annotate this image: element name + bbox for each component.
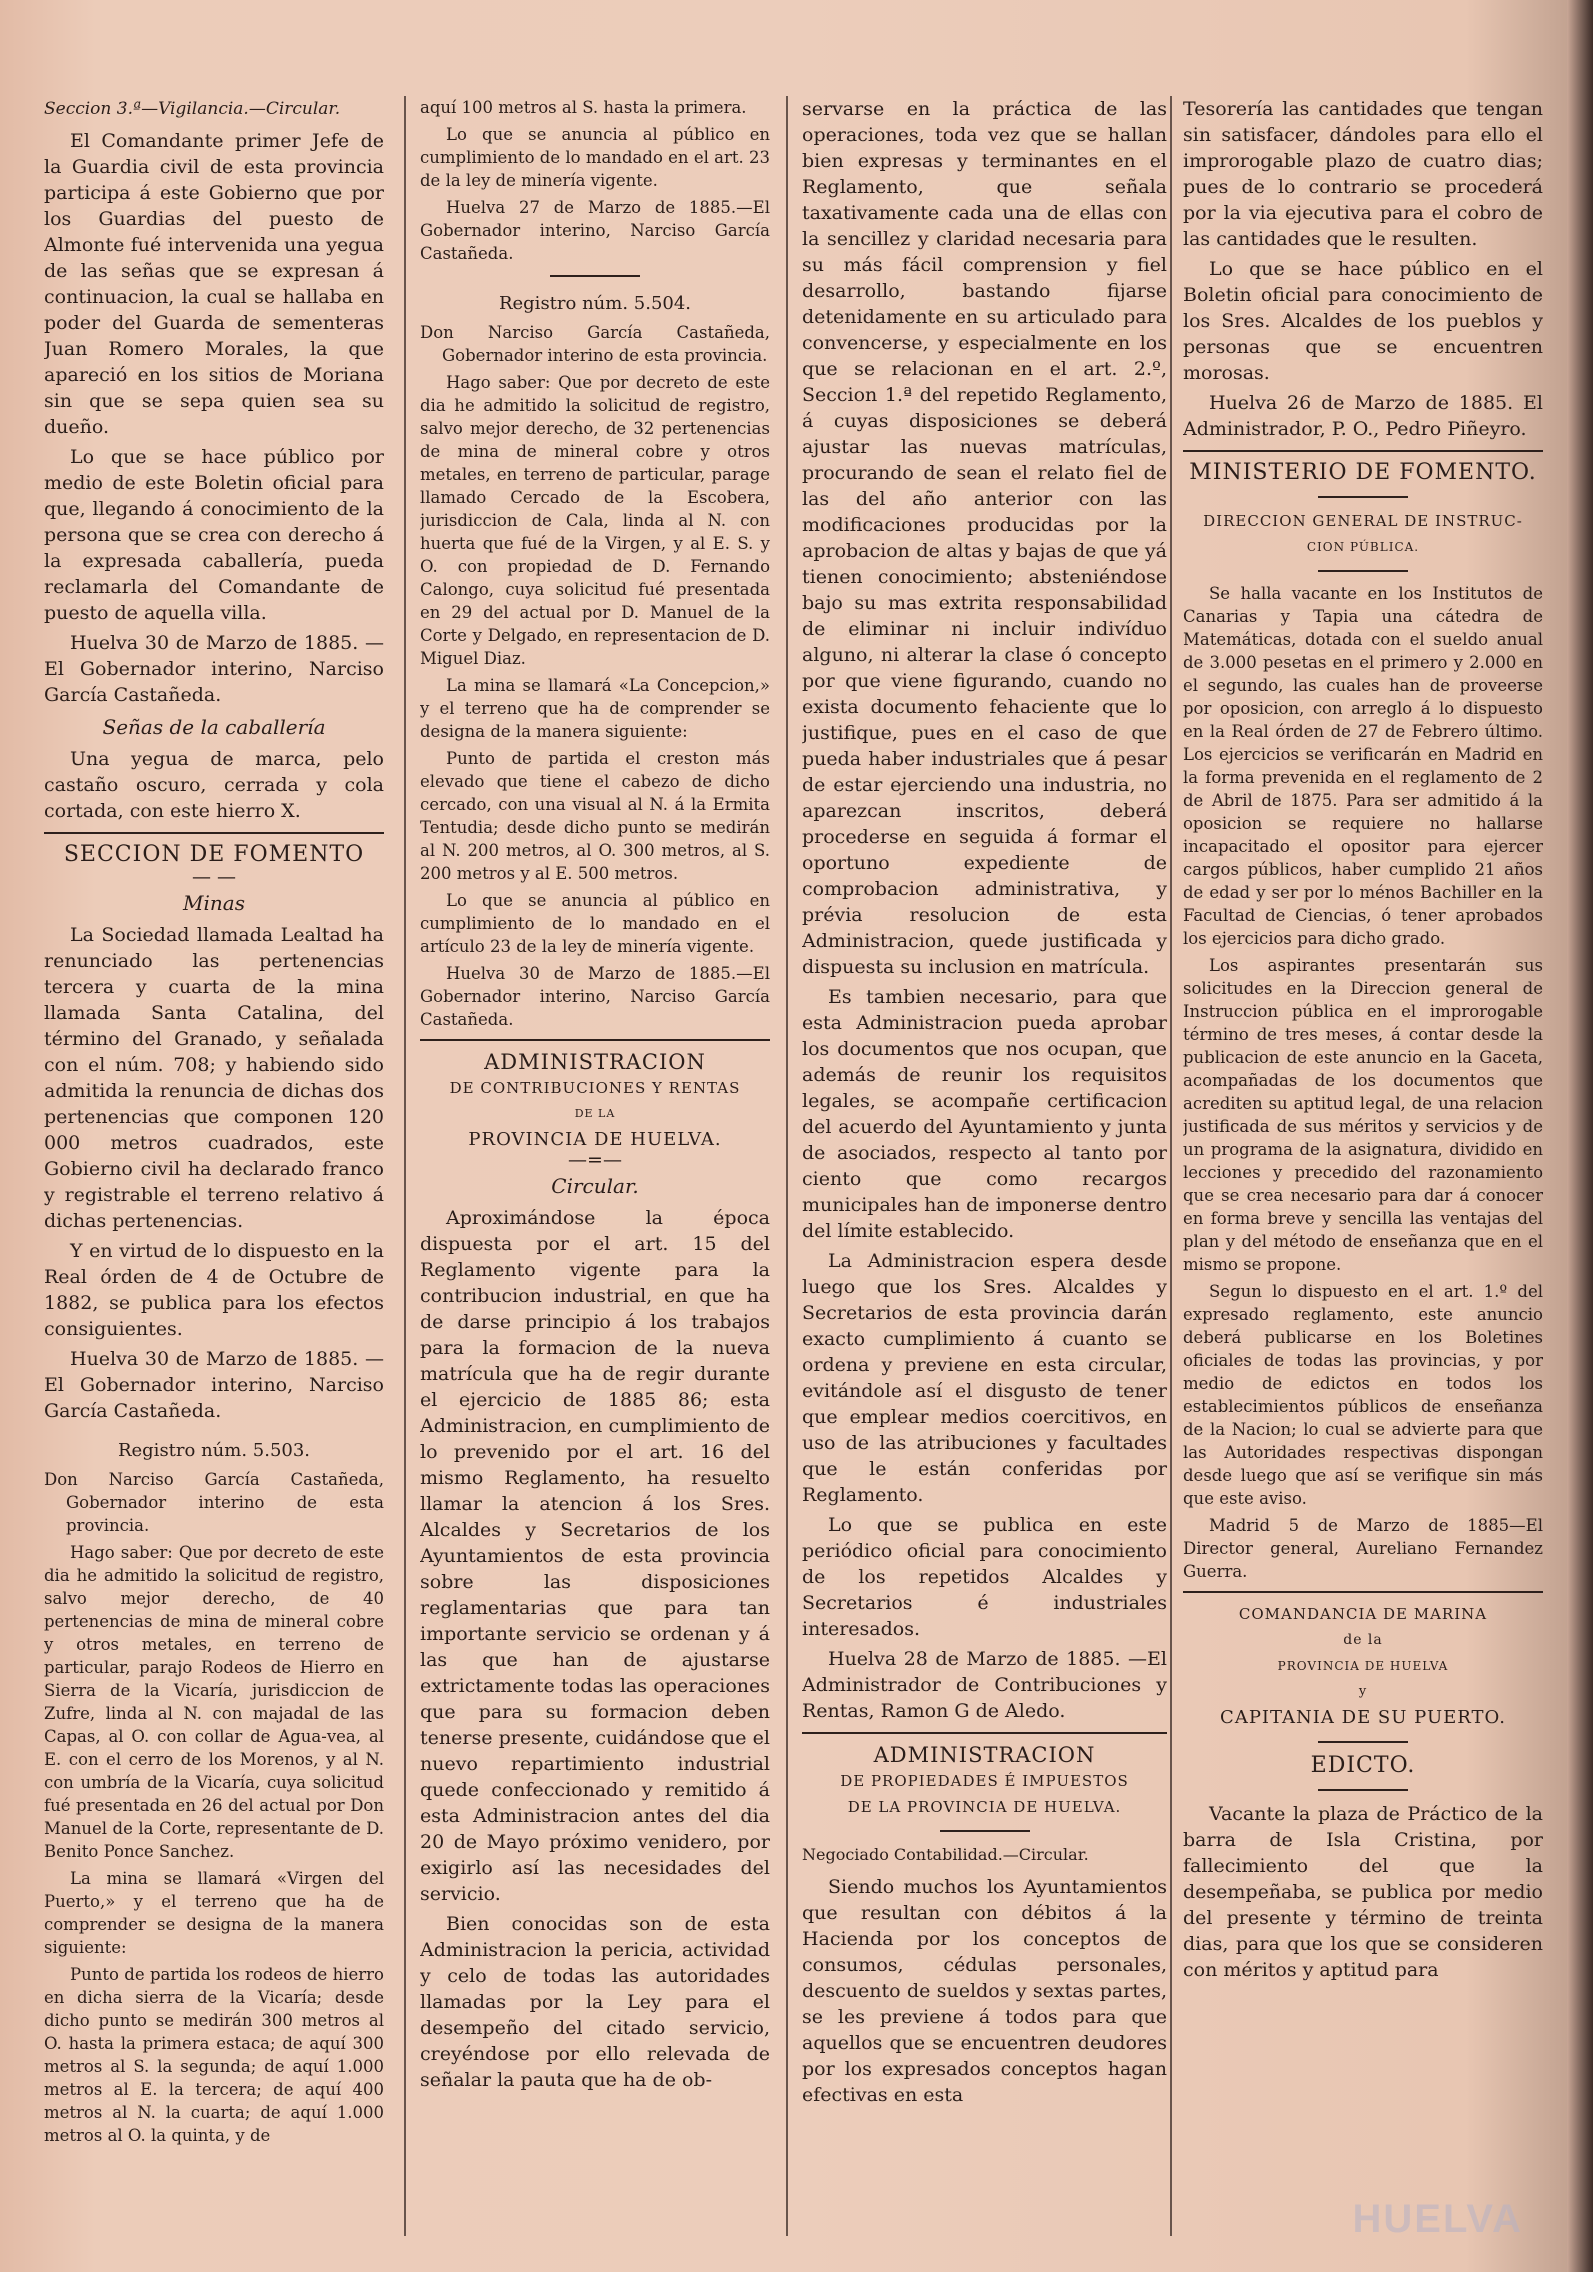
section-title: DE LA [574,1107,616,1120]
section-title: ADMINISTRACION [484,1050,706,1074]
short-rule [1318,1789,1408,1791]
signature-line: Huelva 27 de Marzo de 1885.—El Gobernador interino, Narciso García Castañeda. [420,198,770,263]
section-title: ADMINISTRACION [873,1743,1096,1767]
section-title: EDICTO. [1310,1753,1416,1778]
section-title: DE PROPIEDADES É IMPUESTOS [840,1772,1129,1790]
section-title: DE CONTRIBUCIONES Y RENTAS [449,1079,741,1097]
registry-title: Registro núm. 5.504. [498,293,692,314]
paragraph: Es tambien necesario, para que esta Administracion pueda aprobar los documentos que nos ocupan, que además de reunir los requisitos legales, se acompañe certificacion del acuerdo del Ayuntamiento y junta de asociados, respecto al tanto por ciento que como recargos municipales han de imponerse dentro del límite establecido. [802,986,1167,1242]
section-title: CION PÚBLICA. [1306,540,1420,554]
paragraph: Lo que se hace público por medio de este Boletin oficial para que, llegando á conocimiento de la persona que se crea con derecho á la expresada caballería, pueda reclamarla del Comandante de puesto de aquella villa. [44,446,384,624]
paragraph: Lo que se anuncia al público en cumplimiento de lo mandado en el artículo 23 de la ley de minería vigente. [420,891,770,956]
section-title: y [1358,1684,1368,1699]
column-1 [44,96,384,2246]
paragraph: aquí 100 metros al S. hasta la primera. [420,98,747,117]
paragraph: Y en virtud de lo dispuesto en la Real órden de 4 de Octubre de 1882, se publica para los efectos consiguientes. [44,1240,384,1340]
paragraph: Hago saber: Que por decreto de este dia he admitido la solicitud de registro, salvo mejor derecho, de 32 pertenencias de mina de mineral cobre y otros metales, en terreno de particular, parage llamado Cercado de la Escobera, jurisdiccion de Cala, linda al N. con huerta que fué de la Virgen, y al E. S. y O. con propiedad de D. Fernando Calongo, cuya solicitud fué presentada en 29 del actual por D. Manuel de la Corte y Delgado, en representacion de D. Miguel Diaz. [420,373,770,668]
short-rule [940,1830,1030,1832]
title-dash: — — [191,866,237,888]
section-title: MINISTERIO DE FOMENTO. [1189,460,1537,485]
paragraph: Siendo muchos los Ayuntamientos que resultan con débitos á la Hacienda por los conceptos de consumos, cédulas personales, descuento de sueldos y sextas partes, se les previene á todos para que aquellos que se encuentren deudores por los expresados conceptos hagan efectivas en esta [802,1876,1167,2106]
section-title: PROVINCIA DE HUELVA. [468,1129,722,1150]
paragraph: Lo que se publica en este periódico oficial para conocimiento de los repetidos Alcaldes y Secretarios é industriales interesados. [802,1514,1167,1640]
horizontal-rule [44,832,384,834]
short-rule [550,275,640,277]
column-divider [404,96,406,2236]
section-title: DE LA PROVINCIA DE HUELVA. [847,1798,1122,1816]
paragraph: Bien conocidas son de esta Administracion la pericia, actividad y celo de todas las autoridades llamadas por la Ley para el desempeño del citado servicio, creyéndose por ello relevada de señalar la pauta que ha de ob- [420,1913,770,2091]
section-title: CAPITANIA DE SU PUERTO. [1220,1707,1506,1728]
signature-line: Madrid 5 de Marzo de 1885—El Director general, Aureliano Fernandez Guerra. [1183,1516,1543,1581]
signature-line: Huelva 30 de Marzo de 1885. —El Gobernador interino, Narciso García Castañeda. [44,632,384,706]
paragraph: Don Narciso García Castañeda, Gobernador interino de esta provincia. [420,323,770,365]
column-4 [1183,96,1543,2246]
column-2 [420,96,770,2246]
title-dash: —=— [568,1149,622,1171]
short-rule [1318,496,1408,498]
section-title: SECCION DE FOMENTO [63,842,365,867]
paragraph: Punto de partida el creston más elevado que tiene el cabezo de dicho cercado, con una visual al N. á la Ermita Tentudia; desde dicho punto se medirán al N. 200 metros, al O. 300 metros, al S. 200 metros y al E. 500 metros. [420,749,770,883]
section-title: PROVINCIA DE HUELVA [1277,1659,1449,1673]
paragraph: Lo que se hace público en el Boletin oficial para conocimiento de los Sres. Alcaldes de los pueblos y personas que se encuentren morosas. [1183,258,1543,384]
paragraph: Lo que se anuncia al público en cumplimiento de lo mandado en el art. 23 de la ley de minería vigente. [420,125,770,190]
paragraph: Aproximándose la época dispuesta por el art. 15 del Reglamento vigente para la contribucion industrial, en que ha de darse principio á los trabajos para la formacion de la nueva matrícula que ha de regir durante el ejercicio de 1885 86; esta Administracion, en cumplimiento de lo prevenido por el art. 16 del mismo Reglamento, ha resuelto llamar la atencion á los Sres. Alcaldes y Secretarios de los Ayuntamientos de esta provincia sobre las disposiciones reglamentarias que para tan importante servicio se ordenan y á las que han de ajustarse extrictamente todas las operaciones que para su formacion deben tenerse presente, cuidándose que el nuevo repartimiento industrial quede confeccionado y remitido á esta Administracion antes del dia 20 de Mayo próximo venidero, por exigirlo así las necesidades del servicio. [420,1207,770,1905]
paragraph: servarse en la práctica de las operaciones, toda vez que se hallan bien expresas y terminantes en el Reglamento, que señala taxativamente cada una de ellas con la sencillez y claridad necesaria para su más fácil comprension y fiel desarrollo, bastando fijarse detenidamente en su articulado para convencerse, y especialmente en los que se relacionan en el art. 2.º, Seccion 1.ª del repetido Reglamento, á cuyas disposiciones se deberá ajustar las nuevas matrículas, procurando de sean el relato fiel de las del año anterior con las modificaciones producidas por la aprobacion de altas y bajas de que yá tienen conocimiento; absteniéndose bajo su mas extrita responsabilidad de eliminar ni incluir indivíduo alguno, ni alterar la clase ó concepto por que viene figurando, cuando no exista documento fehaciente que lo justifique, pues en el caso de que pueda haber industriales que á pesar de estar ejerciendo una industria, no aparezcan inscritos, deberá procederse en seguida á formar el oportuno expediente de comprobacion administrativa, y prévia resolucion de esta Administracion, quede justificada y dispuesta su inclusion en matrícula. [802,98,1167,978]
column-divider [786,96,788,2236]
signature-line: Huelva 30 de Marzo de 1885.—El Gobernador interino, Narciso García Castañeda. [420,964,770,1029]
short-rule [1318,570,1408,572]
horizontal-rule [1183,1591,1543,1593]
section-heading: Seccion 3.ª—Vigilancia.—Circular. [44,99,341,119]
horizontal-rule [420,1039,770,1041]
paragraph: Tesorería las cantidades que tengan sin satisfacer, dándoles para ello el improrogable plazo de cuatro dias; pues de lo contrario se procederá por la via ejecutiva para el cobro de las cantidades que le resulten. [1183,98,1543,250]
section-title: de la [1343,1632,1383,1648]
subsection-title: Circular. [551,1174,639,1198]
signature-line: Huelva 30 de Marzo de 1885. —El Gobernador interino, Narciso García Castañeda. [44,1348,384,1422]
paragraph: Segun lo dispuesto en el art. 1.º del expresado reglamento, este anuncio deberá publicarse en los Boletines oficiales de todas las provincias, y por medio de edictos en todos los establecimientos públicos de enseñanza de la Nacion; lo cual se advierte para que las Autoridades respectivas dispongan desde luego que así se verifique sin más que este aviso. [1183,1282,1543,1508]
paragraph: Vacante la plaza de Práctico de la barra de Isla Cristina, por fallecimiento del que la desempeñaba, se publica por medio del presente y término de treinta dias, para que los que se consideren con méritos y aptitud para [1183,1803,1543,1981]
paragraph: La mina se llamará «La Concepcion,» y el terreno que ha de comprender se designa de la manera siguiente: [420,676,770,741]
paragraph: La Administracion espera desde luego que los Sres. Alcaldes y Secretarios de esta provincia darán exacto cumplimiento á cuanto se ordena y previene en esta circular, evitándole así el disgusto de tener que emplear medios coercitivos, en uso de las atribuciones y facultades que le están conferidas por Reglamento. [802,1250,1167,1506]
paragraph: Hago saber: Que por decreto de este dia he admitido la solicitud de registro, salvo mejor derecho, de 40 pertenencias de mina de mineral cobre y otros metales, en terreno de particular, parajo Rodeos de Hierro en Sierra de la Vicaría, jurisdiccion de Zufre, linda al N. con majadal de las Capas, al O. con collar de Agua-vea, al E. con el cerro de los Morenos, y al N. con umbría de la Vicaría, cuya solicitud fué presentada en 26 del actual por Don Manuel de la Corte, representante de D. Benito Ponce Sanchez. [44,1543,384,1861]
short-rule [1318,1741,1408,1743]
horizontal-rule [1183,450,1543,452]
paragraph: La mina se llamará «Virgen del Puerto,» y el terreno que ha de comprender se designa de la manera siguiente: [44,1869,384,1957]
section-title: DIRECCION GENERAL DE INSTRUC- [1203,512,1523,530]
section-title: COMANDANCIA DE MARINA [1238,1605,1488,1623]
paragraph: La Sociedad llamada Lealtad ha renunciado las pertenencias tercera y cuarta de la mina llamada Santa Catalina, del término del Granado, y señalada con el núm. 708; y habiendo sido admitida la renuncia de dichas dos pertenencias que componen 120 000 metros cuadrados, este Gobierno civil ha declarado franco y registrable el terreno relativo á dichas pertenencias. [44,924,384,1232]
signature-line: Huelva 26 de Marzo de 1885. El Administrador, P. O., Pedro Piñeyro. [1183,392,1543,440]
paragraph: Don Narciso García Castañeda, Gobernador interino de esta provincia. [44,1470,384,1535]
subsection-title: Señas de la caballería [102,715,326,739]
library-watermark: HUELVA [1352,2197,1523,2241]
subsection-title: Minas [183,891,245,915]
registry-title: Registro núm. 5.503. [117,1440,311,1461]
column-divider [1170,96,1172,2236]
page-edge-shadow [1567,0,1593,2272]
paragraph: Se halla vacante en los Institutos de Canarias y Tapia una cátedra de Matemáticas, dotada con el sueldo anual de 3.000 pesetas en el primero y 2.000 en el segundo, las cuales han de proveerse por oposicion, con arreglo á lo dispuesto en la Real órden de 27 de Febrero último. Los ejercicios se verificarán en Madrid en la forma prevenida en el reglamento de 2 de Abril de 1875. Para ser admitido á la oposicion se requiere no hallarse incapacitado el opositor para ejercer cargos públicos, haber cumplido 21 años de edad y ser por lo ménos Bachiller en la Facultad de Ciencias, ó tener aprobados los ejercicios para dicho grado. [1183,584,1543,948]
signature-line: Huelva 28 de Marzo de 1885. —El Administrador de Contribuciones y Rentas, Ramon G de Aledo. [802,1648,1167,1722]
horizontal-rule [802,1732,1167,1734]
section-heading: Negociado Contabilidad.—Circular. [802,1845,1089,1864]
paragraph: El Comandante primer Jefe de la Guardia civil de esta provincia participa á este Gobierno que por los Guardias del puesto de Almonte fué intervenida una yegua de las señas que se expresan á continuacion, la cual se hallaba en poder del Guarda de sementeras Juan Romero Morales, la que apareció en los sitios de Moriana sin que se sepa quien sea su dueño. [44,130,384,438]
paragraph: Punto de partida los rodeos de hierro en dicha sierra de la Vicaría; desde dicho punto se medirán 300 metros al O. hasta la primera estaca; de aquí 300 metros al S. la segunda; de aquí 1.000 metros al E. la tercera; de aquí 400 metros al N. la cuarta; de aquí 1.000 metros al O. la quinta, y de [44,1965,384,2145]
column-3 [802,96,1167,2246]
paragraph: Una yegua de marca, pelo castaño oscuro, cerrada y cola cortada, con este hierro X. [44,748,384,822]
paragraph: Los aspirantes presentarán sus solicitudes en la Direccion general de Instruccion pública en el improrogable término de tres meses, á contar desde la publicacion de este anuncio en la Gaceta, acompañadas de los documentos que acrediten su aptitud legal, de una relacion justificada de sus méritos y servicios y de un programa de la asignatura, dividido en lecciones y precedido del razonamiento que se crea necesario para dar á conocer en forma breve y sencilla las ventajas del plan y del método de enseñanza que en el mismo se propone. [1183,956,1543,1274]
